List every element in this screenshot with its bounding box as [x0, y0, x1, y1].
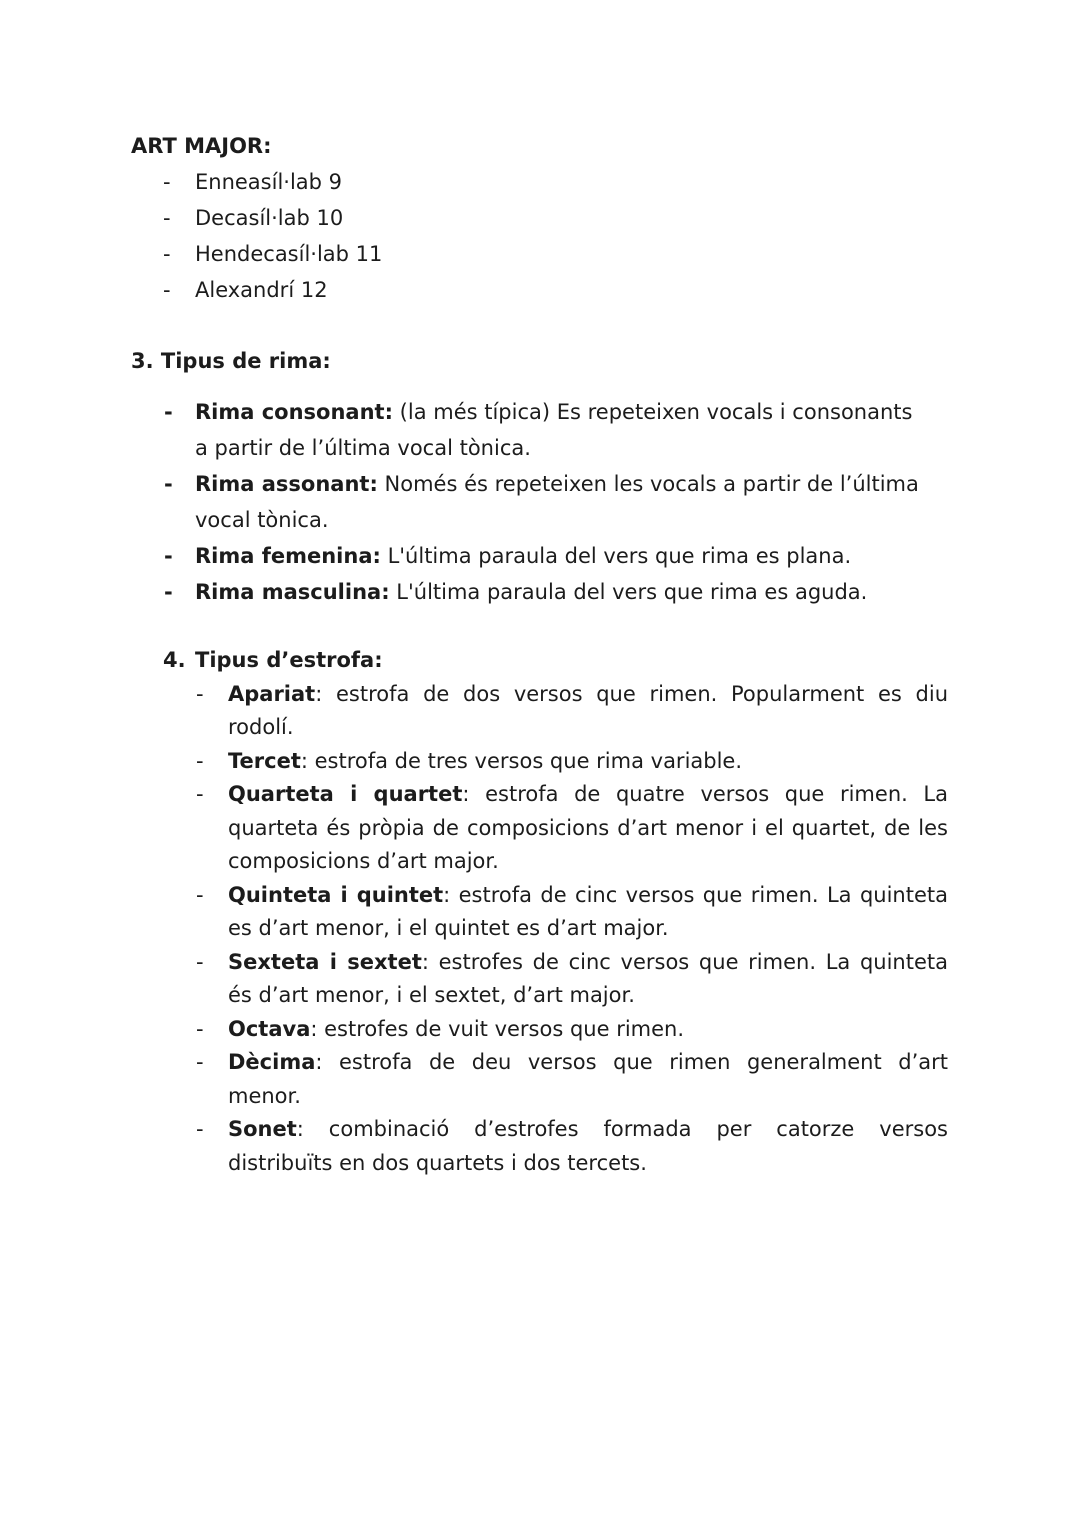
list-item [131, 574, 931, 610]
definition: : estrofa de cinc versos que rimen. La quinteta es d’art menor, i el quintet es d’art major. [228, 882, 948, 940]
art-major-list [131, 164, 1080, 308]
bullet-dash: - [164, 580, 173, 604]
bullet-dash: - [196, 1050, 204, 1074]
list-item [163, 745, 948, 779]
bullet-dash: - [163, 242, 171, 266]
term: Rima assonant: [195, 472, 378, 496]
stanza-types-list [163, 678, 948, 1181]
term: Rima consonant: [195, 400, 393, 424]
bullet-dash: - [196, 1117, 204, 1141]
list-item [163, 1013, 948, 1047]
definition: : combinació d’estrofes formada per catorze versos distribuïts en dos quartets i dos tercets. [228, 1117, 948, 1175]
definition: : estrofes de cinc versos que rimen. La quinteta és d’art menor, i el sextet, d’art major. [228, 949, 948, 1007]
list-item [131, 394, 931, 466]
art-major-heading: ART MAJOR: [131, 134, 272, 158]
list-item [131, 466, 931, 538]
stanza-types-section [163, 644, 948, 1180]
definition: : estrofa de quatre versos que rimen. La quarteta és pròpia de composicions d’art menor i el quartet, de les composicions d’art major. [228, 782, 948, 873]
list-item [163, 946, 948, 1013]
bullet-dash: - [163, 206, 171, 230]
definition: L'última paraula del vers que rima es aguda. [389, 580, 868, 604]
bullet-dash: - [196, 681, 204, 706]
bullet-dash: - [196, 1016, 204, 1041]
bullet-dash: - [164, 544, 173, 568]
bullet-dash: - [164, 472, 173, 496]
list-item-text: Hendecasíl·lab 11 [195, 242, 383, 266]
term: Quarteta i quartet [228, 782, 463, 806]
list-item-text: Decasíl·lab 10 [195, 206, 344, 230]
bullet-dash: - [163, 170, 171, 194]
section-number: 4. [163, 648, 186, 672]
bullet-dash: - [196, 949, 204, 974]
bullet-dash: - [196, 782, 204, 806]
list-item [163, 1046, 948, 1113]
term: Sonet [228, 1117, 297, 1141]
definition: L'última paraula del vers que rima es plana. [380, 544, 852, 568]
list-item [131, 236, 1080, 272]
definition: : estrofa de tres versos que rima variable. [300, 748, 743, 773]
rhyme-types-heading: 3. Tipus de rima: [131, 349, 331, 373]
art-major-section [131, 128, 1080, 308]
list-item [131, 272, 1080, 308]
term: Octava [228, 1016, 311, 1041]
list-item [163, 678, 948, 745]
list-item [163, 879, 948, 946]
stanza-types-heading [163, 644, 948, 678]
list-item [131, 164, 1080, 200]
list-item [131, 538, 931, 574]
list-item-text: Enneasíl·lab 9 [195, 170, 343, 194]
bullet-dash: - [196, 748, 204, 773]
definition: : estrofa de deu versos que rimen generalment d’art menor. [228, 1050, 948, 1108]
list-item [163, 1113, 948, 1180]
bullet-dash: - [164, 400, 173, 424]
term: Quinteta i quintet [228, 882, 444, 907]
rhyme-types-list [131, 394, 931, 610]
bullet-dash: - [196, 882, 204, 907]
term: Sexteta i sextet [228, 949, 422, 974]
list-item-text: Alexandrí 12 [195, 278, 328, 302]
list-item [131, 200, 1080, 236]
rhyme-types-section [131, 343, 931, 610]
definition: (la més típica) Es repeteixen vocals i consonants a partir de l’última vocal tònica. [195, 400, 913, 460]
bullet-dash: - [163, 278, 171, 302]
definition: : estrofa de dos versos que rimen. Popularment es diu rodolí. [228, 681, 948, 739]
definition: Només és repeteixen les vocals a partir de l’última vocal tònica. [195, 472, 919, 532]
heading-text: Tipus d’estrofa: [195, 648, 383, 672]
list-item [163, 778, 948, 879]
definition: : estrofes de vuit versos que rimen. [310, 1016, 685, 1041]
term: Rima femenina: [195, 544, 381, 568]
term: Tercet [228, 748, 301, 773]
term: Dècima [228, 1050, 316, 1074]
term: Apariat [228, 681, 316, 706]
term: Rima masculina: [195, 580, 390, 604]
